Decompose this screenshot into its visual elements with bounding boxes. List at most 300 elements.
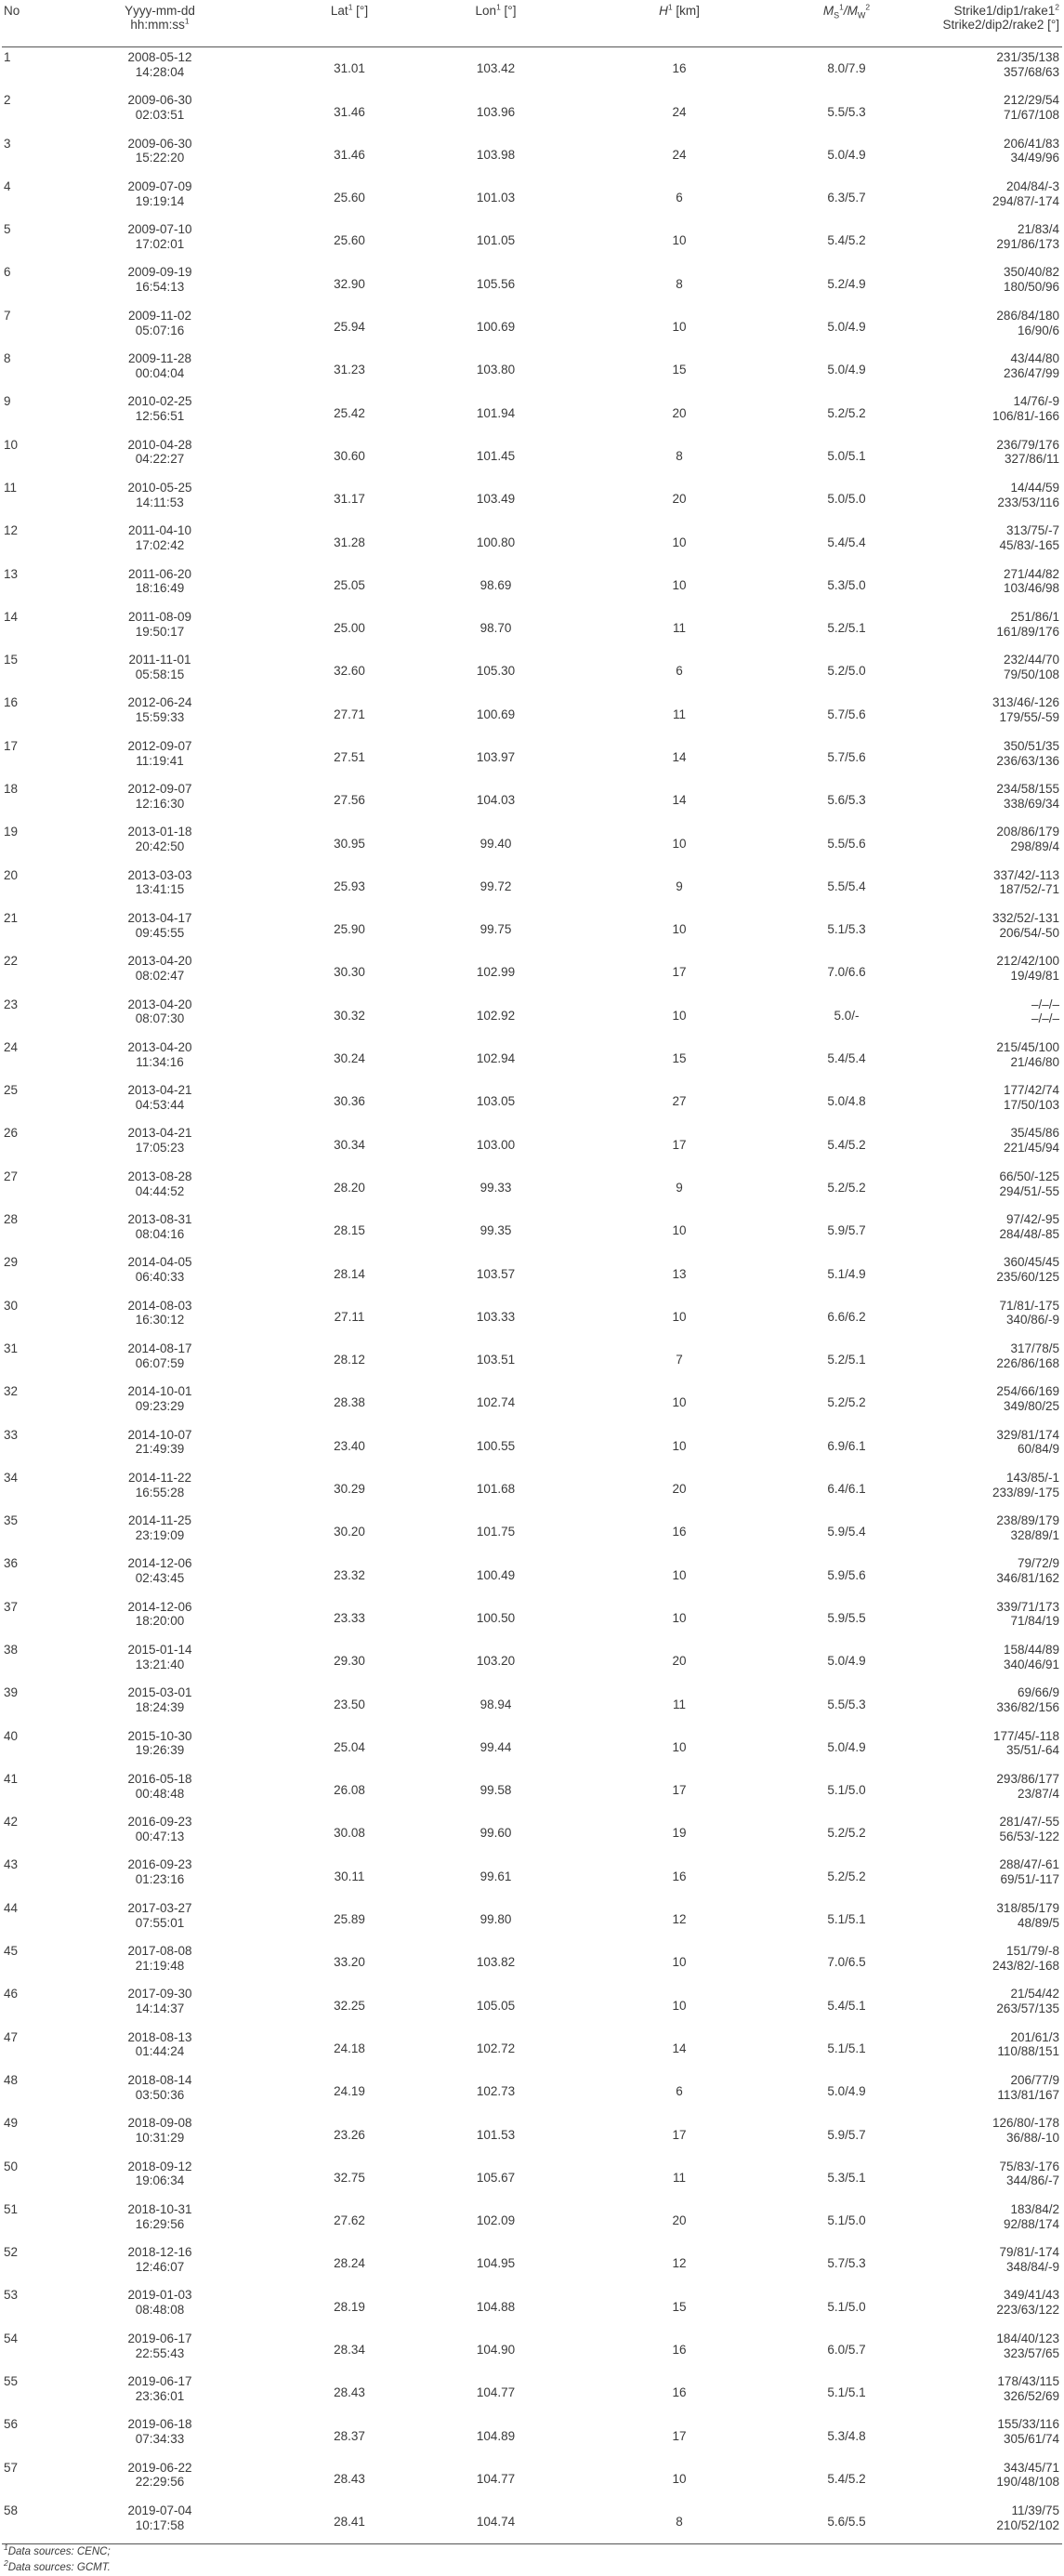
cell-depth-h: 16 [672,2342,687,2357]
cell-magnitude-mag: 5.1/5.1 [827,2041,866,2055]
cell-focal-mechanism-fm1: 234/58/155 [996,782,1059,797]
cell-no-no: 45 [4,1944,19,1959]
cell-focal-mechanism [902,1683,1062,1725]
cell-focal-mechanism-fm1: 126/80/-178 [992,2116,1059,2131]
cell-magnitude [791,822,902,865]
cell-focal-mechanism-fm1: 35/45/86 [1010,1126,1059,1141]
cell-focal-mechanism [902,306,1062,349]
cell-magnitude-mag: 5.1/4.9 [827,1266,866,1281]
cell-lat [275,2458,424,2501]
cell-lon-lon: 104.77 [476,2471,516,2486]
cell-no-no: 29 [4,1255,19,1270]
cell-datetime-time: 09:45:55 [135,925,185,940]
cell-lat-lat: 32.25 [334,1998,365,2013]
cell-no-no: 54 [4,2331,19,2345]
table-row [2,1037,1062,1080]
cell-no [2,391,45,434]
cell-depth-h: 24 [672,104,687,119]
footnote-2: $^2$Data sources: GCMT. [4,2558,111,2574]
cell-no [2,1511,45,1553]
cell-magnitude-mag: 5.2/5.2 [827,1869,866,1883]
cell-lon-lon: 102.09 [476,2213,516,2228]
cell-magnitude [791,435,902,478]
cell-magnitude-mag: 5.2/5.2 [827,405,866,420]
cell-magnitude [791,478,902,521]
cell-focal-mechanism-fm1: 271/44/82 [1003,566,1059,581]
cell-magnitude-mag: 7.0/6.5 [827,1955,866,1970]
cell-lat [275,1683,424,1725]
cell-depth [568,1941,791,1984]
cell-lon [424,1769,568,1812]
cell-datetime [45,1511,275,1553]
cell-datetime [45,2371,275,2414]
cell-focal-mechanism-fm1: 14/44/59 [1010,480,1059,495]
cell-focal-mechanism-fm1: 177/45/-118 [992,1728,1059,1743]
cell-focal-mechanism-fm2: 291/86/173 [996,236,1059,251]
cell-focal-mechanism [902,2329,1062,2371]
cell-no-no: 57 [4,2460,19,2475]
cell-focal-mechanism [902,1511,1062,1553]
cell-lon [424,2371,568,2414]
cell-magnitude-mag: 5.3/4.8 [827,2428,866,2443]
cell-lat [275,1167,424,1209]
cell-lon-lon: 100.50 [476,1610,516,1625]
cell-datetime [45,1123,275,1166]
cell-depth [568,306,791,349]
header-lat: Lat$^1$ [°] [275,4,424,47]
cell-no [2,1769,45,1812]
cell-lon [424,2157,568,2200]
cell-lon [424,2458,568,2501]
cell-magnitude [791,219,902,262]
cell-datetime [45,2285,275,2328]
cell-no-no: 11 [4,480,18,495]
cell-magnitude-mag: 5.4/5.2 [827,2471,866,2486]
cell-datetime [45,951,275,994]
cell-lat [275,177,424,219]
cell-lon [424,1339,568,1381]
table-row [2,134,1062,177]
cell-lat-lat: 28.24 [334,2256,365,2271]
cell-datetime [45,1381,275,1424]
cell-magnitude-mag: 5.1/5.1 [827,1912,866,1927]
cell-datetime-time: 08:02:47 [135,969,185,984]
cell-focal-mechanism-fm1: 204/84/-3 [1005,178,1059,193]
cell-focal-mechanism [902,822,1062,865]
cell-focal-mechanism-fm1: 236/79/176 [996,437,1059,452]
cell-magnitude [791,1252,902,1295]
cell-datetime-date: 2010-04-28 [127,437,192,452]
cell-datetime-time: 19:26:39 [135,1743,185,1758]
cell-datetime-date: 2017-08-08 [127,1944,192,1959]
cell-datetime [45,349,275,391]
cell-lon-lon: 99.60 [479,1826,512,1841]
cell-no [2,349,45,391]
cell-datetime-time: 10:17:58 [135,2517,185,2532]
header-lon: Lon$^1$ [°] [424,4,568,47]
cell-datetime-time: 14:14:37 [135,2001,185,2016]
cell-depth-h: 10 [672,2471,687,2486]
cell-datetime-time: 16:54:13 [135,280,185,295]
cell-lat [275,1425,424,1468]
cell-magnitude-mag: 5.6/5.5 [827,2515,866,2530]
cell-no-no: 32 [4,1384,19,1399]
cell-lon-lon: 100.69 [476,320,516,335]
cell-focal-mechanism [902,1339,1062,1381]
cell-depth-h: 17 [672,1137,687,1152]
table-row [2,435,1062,478]
cell-lon-lon: 103.33 [476,1309,516,1324]
cell-datetime [45,1209,275,1252]
cell-depth [568,2285,791,2328]
cell-lon-lon: 104.90 [476,2342,516,2357]
cell-no [2,1167,45,1209]
cell-datetime-time: 11:19:41 [136,753,184,768]
cell-datetime-date: 2011-06-20 [127,566,192,581]
cell-lon [424,908,568,951]
cell-no [2,177,45,219]
cell-lat [275,650,424,693]
cell-no-no: 43 [4,1857,19,1872]
cell-focal-mechanism-fm2: 110/88/151 [997,2044,1059,2059]
cell-depth-h: 14 [672,793,687,808]
cell-lat [275,2200,424,2242]
cell-datetime-date: 2017-09-30 [127,1987,192,2001]
cell-no-no: 55 [4,2374,19,2389]
cell-focal-mechanism [902,2200,1062,2242]
cell-depth [568,1209,791,1252]
cell-depth [568,607,791,650]
cell-focal-mechanism-fm1: 350/51/35 [1003,738,1059,753]
cell-lat [275,564,424,607]
cell-lat-lat: 27.71 [334,707,365,721]
cell-lon-lon: 98.70 [479,621,512,636]
cell-depth [568,177,791,219]
cell-lat [275,995,424,1037]
cell-lat-lat: 25.93 [334,878,365,893]
cell-focal-mechanism-fm1: 21/54/42 [1010,1987,1059,2001]
cell-focal-mechanism-fm2: 284/48/-85 [999,1226,1059,1241]
cell-focal-mechanism [902,1037,1062,1080]
cell-focal-mechanism-fm2: 34/49/96 [1010,151,1059,165]
cell-lon [424,2329,568,2371]
cell-no-no: 48 [4,2072,19,2087]
cell-magnitude [791,2285,902,2328]
cell-lat [275,2028,424,2070]
cell-lon-lon: 102.94 [476,1051,516,1066]
cell-no [2,90,45,133]
cell-no-no: 49 [4,2116,19,2131]
table-row [2,1339,1062,1381]
cell-focal-mechanism [902,1898,1062,1941]
cell-lat [275,47,424,91]
cell-no-no: 50 [4,2159,19,2173]
cell-magnitude [791,1037,902,1080]
cell-lon-lon: 104.89 [476,2428,516,2443]
cell-focal-mechanism [902,779,1062,822]
cell-datetime [45,47,275,91]
cell-no [2,47,45,91]
cell-no-no: 34 [4,1470,19,1485]
cell-focal-mechanism-fm1: 178/43/115 [997,2374,1059,2389]
cell-magnitude [791,177,902,219]
cell-lon [424,306,568,349]
cell-focal-mechanism-fm1: 350/40/82 [1003,265,1059,280]
cell-magnitude-mag: 6.6/6.2 [827,1309,866,1324]
cell-datetime-date: 2015-10-30 [127,1728,192,1743]
cell-lat-lat: 29.30 [334,1654,365,1669]
cell-focal-mechanism-fm2: 17/50/103 [1003,1097,1059,1112]
cell-magnitude [791,1339,902,1381]
cell-lon [424,1209,568,1252]
cell-no-no: 16 [4,695,19,710]
cell-depth-h: 14 [672,750,687,764]
cell-focal-mechanism-fm2: 69/51/-117 [1000,1872,1059,1887]
table-body [2,47,1062,2544]
table-row [2,693,1062,735]
cell-no [2,2329,45,2371]
cell-focal-mechanism-fm2: 23/87/4 [1017,1786,1059,1801]
cell-datetime-time: 15:22:20 [135,151,185,165]
cell-depth-h: 6 [676,191,683,205]
cell-lon [424,995,568,1037]
cell-magnitude [791,2242,902,2285]
cell-magnitude-mag: 5.4/5.1 [827,1998,866,2013]
cell-datetime-time: 07:55:01 [135,1915,185,1930]
cell-lon-lon: 103.05 [476,1094,516,1109]
cell-lon [424,1381,568,1424]
cell-focal-mechanism-fm2: 206/54/-50 [999,925,1059,940]
cell-depth [568,736,791,779]
cell-datetime [45,650,275,693]
cell-lat [275,1080,424,1123]
cell-depth-h: 10 [672,1998,687,2013]
cell-lon [424,2113,568,2156]
cell-magnitude-mag: 7.0/6.6 [827,965,866,980]
cell-lon-lon: 103.57 [476,1266,516,1281]
table-row [2,1296,1062,1339]
cell-lat [275,1855,424,1897]
table-row [2,177,1062,219]
cell-lon-lon: 99.80 [479,1912,512,1927]
cell-no [2,1296,45,1339]
cell-lat [275,1941,424,1984]
cell-focal-mechanism-fm1: 349/41/43 [1003,2288,1059,2303]
cell-magnitude-mag: 5.5/5.6 [827,836,866,851]
cell-lat [275,1037,424,1080]
cell-focal-mechanism [902,1080,1062,1123]
cell-lon [424,262,568,305]
cell-no [2,2028,45,2070]
cell-no [2,564,45,607]
cell-no-no: 46 [4,1987,19,2001]
cell-datetime [45,435,275,478]
cell-focal-mechanism [902,2371,1062,2414]
cell-focal-mechanism [902,650,1062,693]
cell-focal-mechanism-fm1: 21/83/4 [1017,222,1059,237]
cell-lat-lat: 28.41 [334,2515,365,2530]
cell-datetime-date: 2014-04-05 [127,1255,192,1270]
cell-datetime-time: 19:50:17 [135,624,185,639]
cell-lon [424,779,568,822]
cell-magnitude [791,1984,902,2027]
cell-focal-mechanism-fm2: 56/53/-122 [999,1829,1059,1843]
cell-magnitude-mag: 8.0/7.9 [827,61,866,76]
cell-focal-mechanism [902,2113,1062,2156]
cell-lat-lat: 28.12 [334,1353,365,1367]
cell-magnitude [791,262,902,305]
cell-lat-lat: 32.90 [334,276,365,291]
cell-depth [568,1468,791,1511]
cell-focal-mechanism-fm1: 281/47/-55 [999,1815,1059,1830]
cell-depth-h: 16 [672,2385,687,2400]
table-row [2,607,1062,650]
cell-datetime-time: 14:28:04 [135,64,185,79]
cell-lat-lat: 30.29 [334,1482,365,1497]
cell-lat-lat: 30.95 [334,836,365,851]
cell-datetime-time: 01:23:16 [135,1872,185,1887]
cell-magnitude [791,908,902,951]
cell-depth-h: 16 [672,1869,687,1883]
cell-lon [424,2414,568,2457]
cell-datetime-time: 00:04:04 [135,365,185,380]
cell-no [2,306,45,349]
cell-lon [424,1123,568,1166]
cell-datetime-date: 2018-08-14 [127,2072,192,2087]
cell-focal-mechanism-fm2: 19/49/81 [1010,969,1059,984]
cell-depth [568,47,791,91]
cell-datetime [45,306,275,349]
cell-depth-h: 20 [672,1482,687,1497]
cell-focal-mechanism-fm2: 294/87/-174 [992,193,1059,208]
cell-datetime-date: 2009-06-30 [127,93,192,108]
header-no: No [2,4,45,47]
cell-focal-mechanism [902,2242,1062,2285]
cell-focal-mechanism-fm1: 155/33/116 [997,2417,1059,2432]
table-row [2,2371,1062,2414]
table-header [2,4,1062,47]
cell-depth [568,2157,791,2200]
cell-magnitude [791,134,902,177]
table-row [2,2113,1062,2156]
cell-datetime-date: 2014-10-01 [127,1384,192,1399]
table-row [2,1597,1062,1640]
cell-focal-mechanism-fm2: 340/86/-9 [1005,1313,1059,1328]
cell-lon [424,134,568,177]
cell-depth [568,2200,791,2242]
cell-magnitude-mag: 5.4/5.2 [827,1137,866,1152]
cell-focal-mechanism-fm2: 236/63/136 [996,753,1059,768]
cell-depth [568,1037,791,1080]
cell-lat-lat: 30.30 [334,965,365,980]
cell-lon [424,1167,568,1209]
cell-depth-h: 10 [672,1610,687,1625]
cell-lat-lat: 28.20 [334,1180,365,1195]
cell-focal-mechanism-fm2: 348/84/-9 [1005,2259,1059,2274]
cell-datetime [45,521,275,563]
cell-lon-lon: 100.49 [476,1567,516,1582]
cell-datetime-time: 16:30:12 [135,1313,185,1328]
cell-depth-h: 10 [672,1438,687,1453]
cell-datetime [45,779,275,822]
cell-lon [424,90,568,133]
cell-magnitude-mag: 5.2/5.1 [827,1353,866,1367]
cell-no-no: 35 [4,1513,19,1528]
cell-lat-lat: 28.37 [334,2428,365,2443]
cell-magnitude-mag: 5.2/5.2 [827,1826,866,1841]
cell-no [2,1553,45,1596]
cell-lat [275,1381,424,1424]
table-row [2,822,1062,865]
cell-lat-lat: 23.50 [334,1697,365,1711]
cell-datetime [45,1553,275,1596]
table-row [2,391,1062,434]
cell-lat-lat: 25.60 [334,191,365,205]
cell-datetime-date: 2015-03-01 [127,1685,192,1700]
cell-no [2,2285,45,2328]
cell-magnitude [791,2329,902,2371]
cell-datetime-time: 13:21:40 [135,1657,185,1671]
cell-no [2,2070,45,2113]
cell-no-no: 19 [4,825,19,839]
cell-magnitude [791,1898,902,1941]
cell-no [2,1080,45,1123]
cell-datetime [45,1252,275,1295]
cell-no [2,1812,45,1855]
cell-focal-mechanism-fm1: 14/76/-9 [1013,394,1059,409]
cell-no-no: 9 [4,394,11,409]
cell-focal-mechanism-fm1: 343/45/71 [1003,2460,1059,2475]
cell-lat [275,2501,424,2544]
cell-focal-mechanism [902,1597,1062,1640]
cell-datetime-date: 2016-09-23 [127,1857,192,1872]
cell-magnitude [791,2070,902,2113]
cell-focal-mechanism-fm2: 16/90/6 [1017,323,1059,337]
cell-lat-lat: 23.33 [334,1610,365,1625]
cell-no-no: 20 [4,867,19,882]
cell-depth [568,1511,791,1553]
cell-lon-lon: 102.99 [476,965,516,980]
cell-magnitude-mag: 5.2/4.9 [827,276,866,291]
table-row [2,1468,1062,1511]
cell-focal-mechanism [902,2458,1062,2501]
cell-no [2,607,45,650]
cell-datetime-time: 12:56:51 [135,409,185,424]
cell-focal-mechanism-fm2: 103/46/98 [1003,581,1059,596]
cell-depth [568,262,791,305]
cell-no-no: 33 [4,1427,19,1442]
table-row [2,521,1062,563]
cell-lat [275,1769,424,1812]
cell-lon-lon: 101.75 [476,1525,516,1539]
cell-focal-mechanism-fm1: 79/81/-174 [999,2245,1059,2260]
cell-no [2,693,45,735]
cell-lon-lon: 102.73 [476,2084,516,2099]
cell-magnitude [791,47,902,91]
cell-focal-mechanism-fm2: 60/84/9 [1017,1442,1059,1457]
cell-depth-h: 8 [676,2515,683,2530]
cell-depth-h: 24 [672,147,687,162]
cell-magnitude [791,391,902,434]
cell-magnitude-mag: 5.7/5.3 [827,2256,866,2271]
cell-lat [275,478,424,521]
cell-lat-lat: 25.94 [334,320,365,335]
cell-focal-mechanism-fm2: 226/86/168 [996,1355,1059,1370]
cell-focal-mechanism-fm1: 183/84/2 [1010,2201,1059,2216]
cell-lon [424,1640,568,1683]
cell-focal-mechanism-fm1: 69/66/9 [1017,1685,1059,1700]
cell-lon [424,521,568,563]
